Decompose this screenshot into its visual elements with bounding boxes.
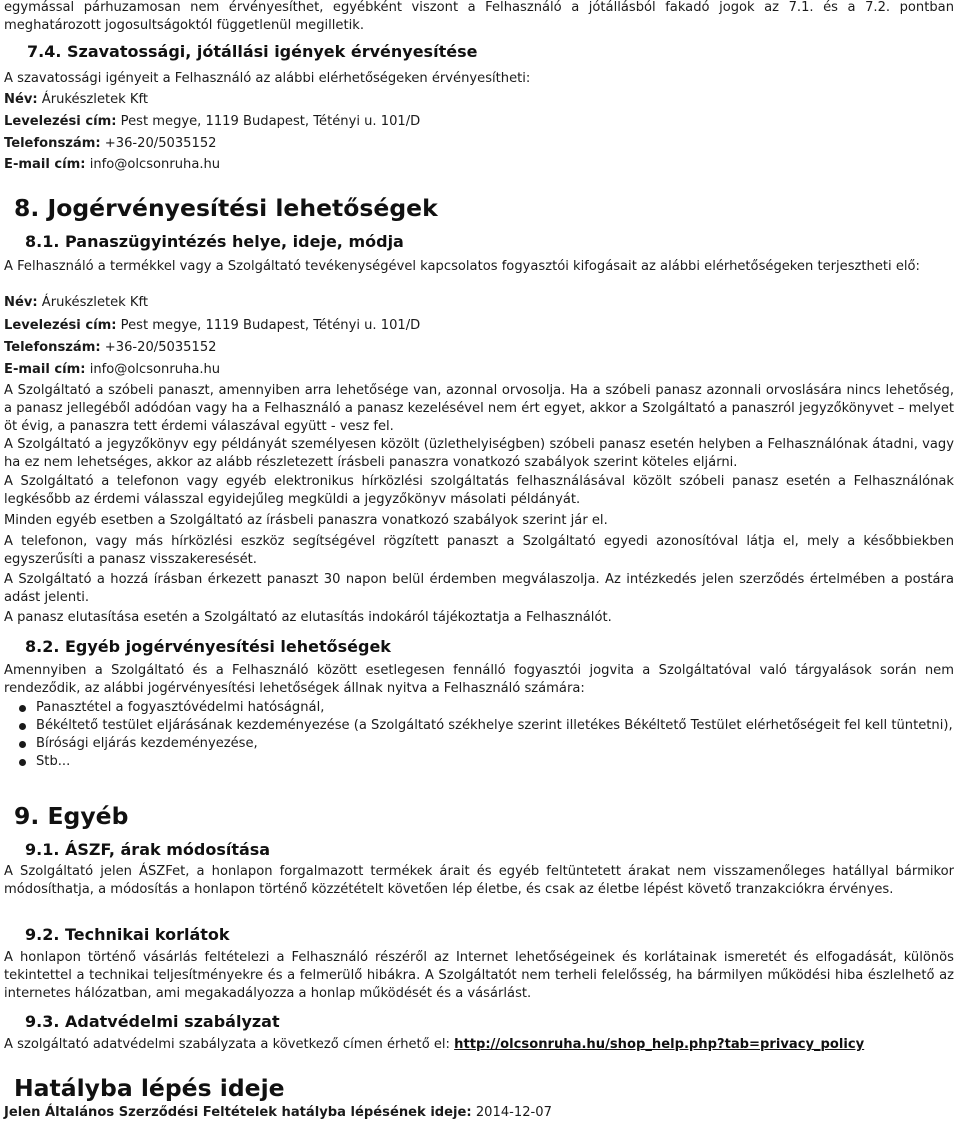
- complaint-name-row: Név: Árukészletek Kft: [4, 295, 149, 310]
- section-8-1-paragraph-5: A telefonon, vagy más hírközlési eszköz segítségével rögzített panaszt a Szolgáltató egyedi azonosítóval látja el, mely a későbbiekben egyszerűsíti a panasz visszakeresését.: [4, 534, 954, 567]
- section-8-2-intro: Amennyiben a Szolgáltató és a Felhasználó között esetlegesen fennálló fogyasztói jogvita a Szolgáltatóval való tárgyalások során nem rendeződik, az alábbi jogérvényesítési lehetőségek állnak nyitva a Felhasználó számára:: [4, 663, 954, 696]
- section-9-3-title: 9.3. Adatvédelmi szabályzat: [25, 1012, 280, 1031]
- contact-address-row: Levelezési cím: Pest megye, 1119 Budapest, Tétényi u. 101/D: [4, 114, 421, 129]
- effective-date-row: Jelen Általános Szerződési Feltételek hatályba lépésének ideje: 2014-12-07: [4, 1105, 552, 1120]
- section-8-1-paragraph-3: A Szolgáltató a telefonon vagy egyéb elektronikus hírközlési szolgáltatás felhasználásával közölt szóbeli panasz esetén a Felhasználónak legkésőbb az érdemi válasszal egyidejűleg megküldi a jegyzőkönyv másolati példányát.: [4, 474, 954, 507]
- section-8-1-paragraph-7: A panasz elutasítása esetén a Szolgáltató az elutasítás indokáról tájékoztatja a Felhasználót.: [4, 610, 612, 625]
- section-7-4-title: 7.4. Szavatossági, jótállási igények érvényesítése: [27, 42, 478, 61]
- intro-paragraph: egymással párhuzamosan nem érvényesíthet, egyébként viszont a Felhasználó a jótállásból fakadó jogok az 7.1. és a 7.2. pontban meghatározott jogosultságoktól függetlenül megilletik.: [4, 0, 954, 33]
- section-8-2-title: 8.2. Egyéb jogérvényesítési lehetőségek: [25, 637, 391, 656]
- section-8-1-paragraph-1: A Szolgáltató a szóbeli panaszt, amennyiben arra lehetősége van, azonnal orvosolja. Ha a szóbeli panasz azonnali orvoslására nincs lehetőség, a panasz jellegéből adódóan vagy ha a Felhasználó a panasz kezelésével nem ért egyet, akkor a Szolgáltató a panaszról jegyzőkönyvet – melyet öt évig, a panaszra tett érdemi válaszával együtt - vesz fel.: [4, 383, 954, 434]
- section-8-1-paragraph-2: A Szolgáltató a jegyzőkönyv egy példányát személyesen közölt (üzlethelyiségben) szóbeli panasz esetén helyben a Felhasználónak átadni, vagy ha ez nem lehetséges, akkor az alább részletezett írásbeli panaszra vonatkozó szabályok szerint köteles eljárni.: [4, 437, 954, 470]
- section-8-1-title: 8.1. Panaszügyintézés helye, ideje, módja: [25, 232, 404, 251]
- section-8-1-intro: A Felhasználó a termékkel vagy a Szolgáltató tevékenységével kapcsolatos fogyasztói kifogásait az alábbi elérhetőségeken terjesztheti elő:: [4, 259, 920, 274]
- section-9-1-title: 9.1. ÁSZF, árak módosítása: [25, 840, 271, 859]
- complaint-email-row: E-mail cím: info@olcsonruha.hu: [4, 362, 221, 377]
- section-8-1-paragraph-6: A Szolgáltató a hozzá írásban érkezett panaszt 30 napon belül érdemben megválaszolja. Az intézkedés jelen szerződés értelmében a postára adást jelenti.: [4, 572, 954, 605]
- section-8-1-paragraph-4: Minden egyéb esetben a Szolgáltató az írásbeli panaszra vonatkozó szabályok szerint jár el.: [4, 513, 608, 528]
- section-9-2-title: 9.2. Technikai korlátok: [25, 925, 230, 944]
- remedy-list: [4, 699, 954, 771]
- section-8-title: 8. Jogérvényesítési lehetőségek: [14, 194, 438, 222]
- effective-date-title: Hatályba lépés ideje: [14, 1074, 285, 1102]
- complaint-phone-row: Telefonszám: +36-20/5035152: [4, 340, 217, 355]
- privacy-policy-link[interactable]: http://olcsonruha.hu/shop_help.php?tab=privacy_policy: [454, 1037, 865, 1052]
- list-item: Panasztétel a fogyasztóvédelmi hatóságnál,: [4, 699, 954, 717]
- section-7-4-text: A szavatossági igényeit a Felhasználó az alábbi elérhetőségeken érvényesítheti:: [4, 71, 531, 86]
- contact-email-row: E-mail cím: info@olcsonruha.hu: [4, 157, 221, 172]
- section-9-1-text: A Szolgáltató jelen ÁSZFet, a honlapon forgalmazott termékek árait és egyéb feltüntetett árakat nem visszamenőleges hatállyal bármikor módosíthatja, a módosítás a honlapon történő közzétételt követően lép életbe, és csak az életbe lépést követő tranzakciókra érvényes.: [4, 864, 954, 897]
- contact-phone-row: Telefonszám: +36-20/5035152: [4, 136, 217, 151]
- section-9-2-text: A honlapon történő vásárlás feltételezi a Felhasználó részéről az Internet lehetőségeinek és korlátainak ismeretét és elfogadását, különös tekintettel a technikai teljesítményekre és a felmerülő hibákra. A Szolgáltatót nem terheli felelősség, ha bármilyen működési hiba észlelhető az internetes hálózatban, ami megakadályozza a honlap működését és a vásárlást.: [4, 950, 954, 1001]
- list-item: Stb...: [4, 753, 954, 771]
- section-9-3-text: A szolgáltató adatvédelmi szabályzata a következő címen érhető el: http://olcsonruha.hu/shop_help.php?tab=privacy_policy: [4, 1037, 865, 1052]
- section-9-title: 9. Egyéb: [14, 802, 129, 830]
- complaint-address-row: Levelezési cím: Pest megye, 1119 Budapest, Tétényi u. 101/D: [4, 318, 421, 333]
- list-item: Bírósági eljárás kezdeményezése,: [4, 735, 954, 753]
- contact-name-row: Név: Árukészletek Kft: [4, 92, 149, 107]
- list-item: Békéltető testület eljárásának kezdeményezése (a Szolgáltató székhelye szerint illetékes Békéltető Testület elérhetőségeit fel kell tüntetni),: [4, 717, 954, 735]
